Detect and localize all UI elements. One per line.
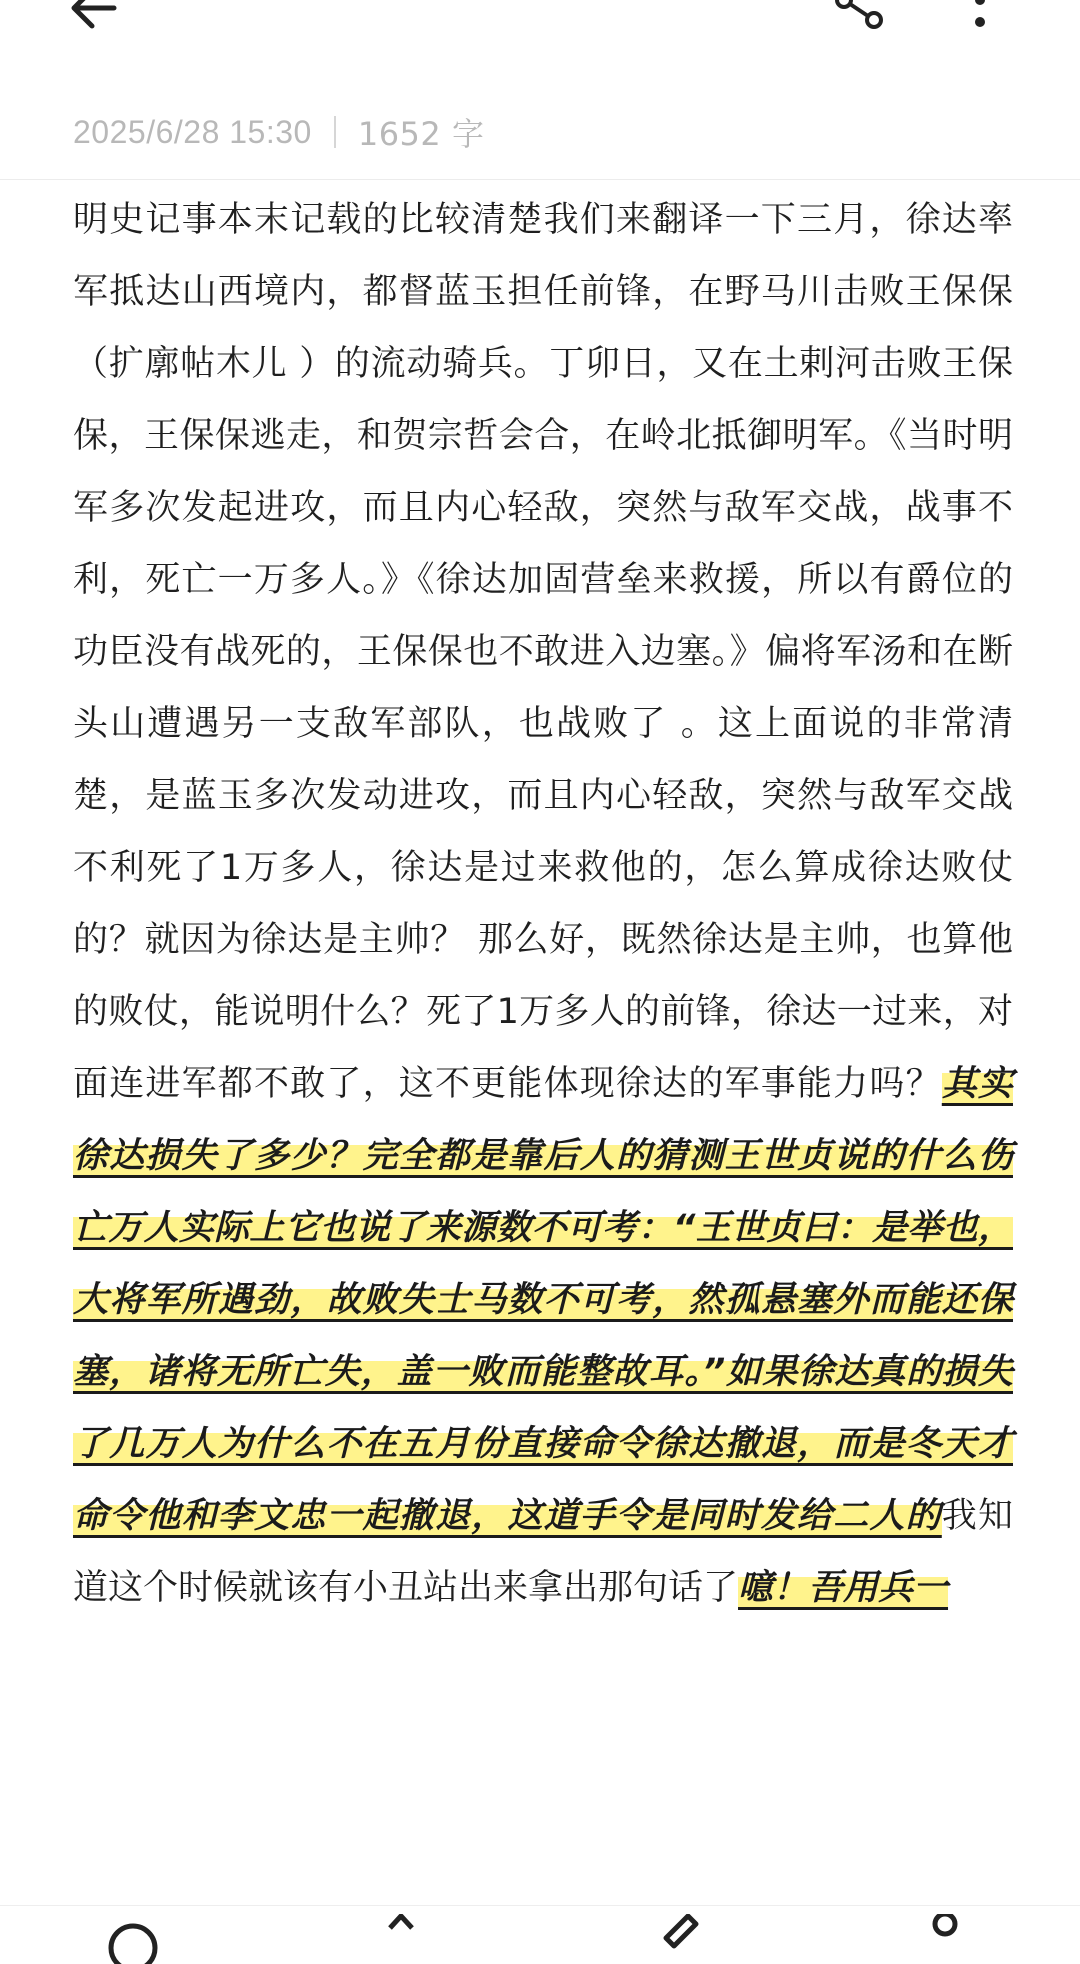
comment-button[interactable] xyxy=(98,1914,168,1964)
comment-icon xyxy=(98,1914,168,1964)
top-toolbar xyxy=(0,0,1080,60)
share-icon xyxy=(830,0,890,40)
bottom-toolbar xyxy=(0,1905,1080,1964)
note-date: 2025/6/28 15:30 xyxy=(73,113,312,150)
header-divider xyxy=(0,179,1080,180)
more-vertical-icon xyxy=(960,0,1000,40)
note-meta xyxy=(73,108,484,156)
edit-icon xyxy=(644,1914,714,1964)
word-count: 1652 字 xyxy=(357,115,485,153)
profile-icon xyxy=(910,1914,980,1964)
body-text: 我知道这个时候就该有小丑站出来拿出那句话了 xyxy=(73,1496,1013,1608)
share-button[interactable] xyxy=(830,0,890,40)
meta-separator xyxy=(334,116,336,148)
profile-button[interactable] xyxy=(910,1914,980,1964)
like-button[interactable] xyxy=(366,1914,436,1964)
body-text: 明史记事本末记载的比较清楚我们来翻译一下三月，徐达率军抵达山西境内，都督蓝玉担任前锋，在野马川击败王保保（扩廓帖木儿 ）的流动骑兵。丁卯日，又在土剌河击败王保保，王保保逃走，和贺宗哲会合，在岭北抵御明军。《当时明军多次发起进攻，而且内心轻敌，突然与敌军交战，战事不利，死亡一万多人。》《徐达加固营垒来救援，所以有爵位的功臣没有战死的，王保保也不敢进入边塞。》偏将军汤和在断头山遭遇另一支敌军部队，也战败了 。这上面说的非常清楚，是蓝玉多次发动进攻，而且内心轻敌，突然与敌军交战不利死了1万多人，徐达是过来救他的，怎么算成徐达败仗的？就因为徐达是主帅？ 那么好，既然徐达是主帅，也算他的败仗，能说明什么？死了1万多人的前锋，徐达一过来，对面连进军都不敢了，这不更能体现徐达的军事能力吗？ xyxy=(73,200,1013,1104)
more-button[interactable] xyxy=(960,0,1000,40)
highlighted-text: 其实徐达损失了多少？完全都是靠后人的猜测王世贞说的什么伤亡万人实际上它也说了来源数不可考：“王世贞曰：是举也，大将军所遇劲，故败失士马数不可考，然孤悬塞外而能还保塞，诸将无所亡失，盖一败而能整故耳。”如果徐达真的损失了几万人为什么不在五月份直接命令徐达撤退，而是冬天才命令他和李文忠一起撤退，这道手令是同时发给二人的 xyxy=(73,1064,1013,1536)
like-icon xyxy=(366,1914,436,1964)
highlighted-text: 噫！吾用兵一 xyxy=(738,1568,949,1608)
edit-button[interactable] xyxy=(644,1914,714,1964)
arrow-left-icon xyxy=(62,0,122,38)
note-body[interactable] xyxy=(73,184,1013,1624)
back-button[interactable] xyxy=(62,0,122,38)
